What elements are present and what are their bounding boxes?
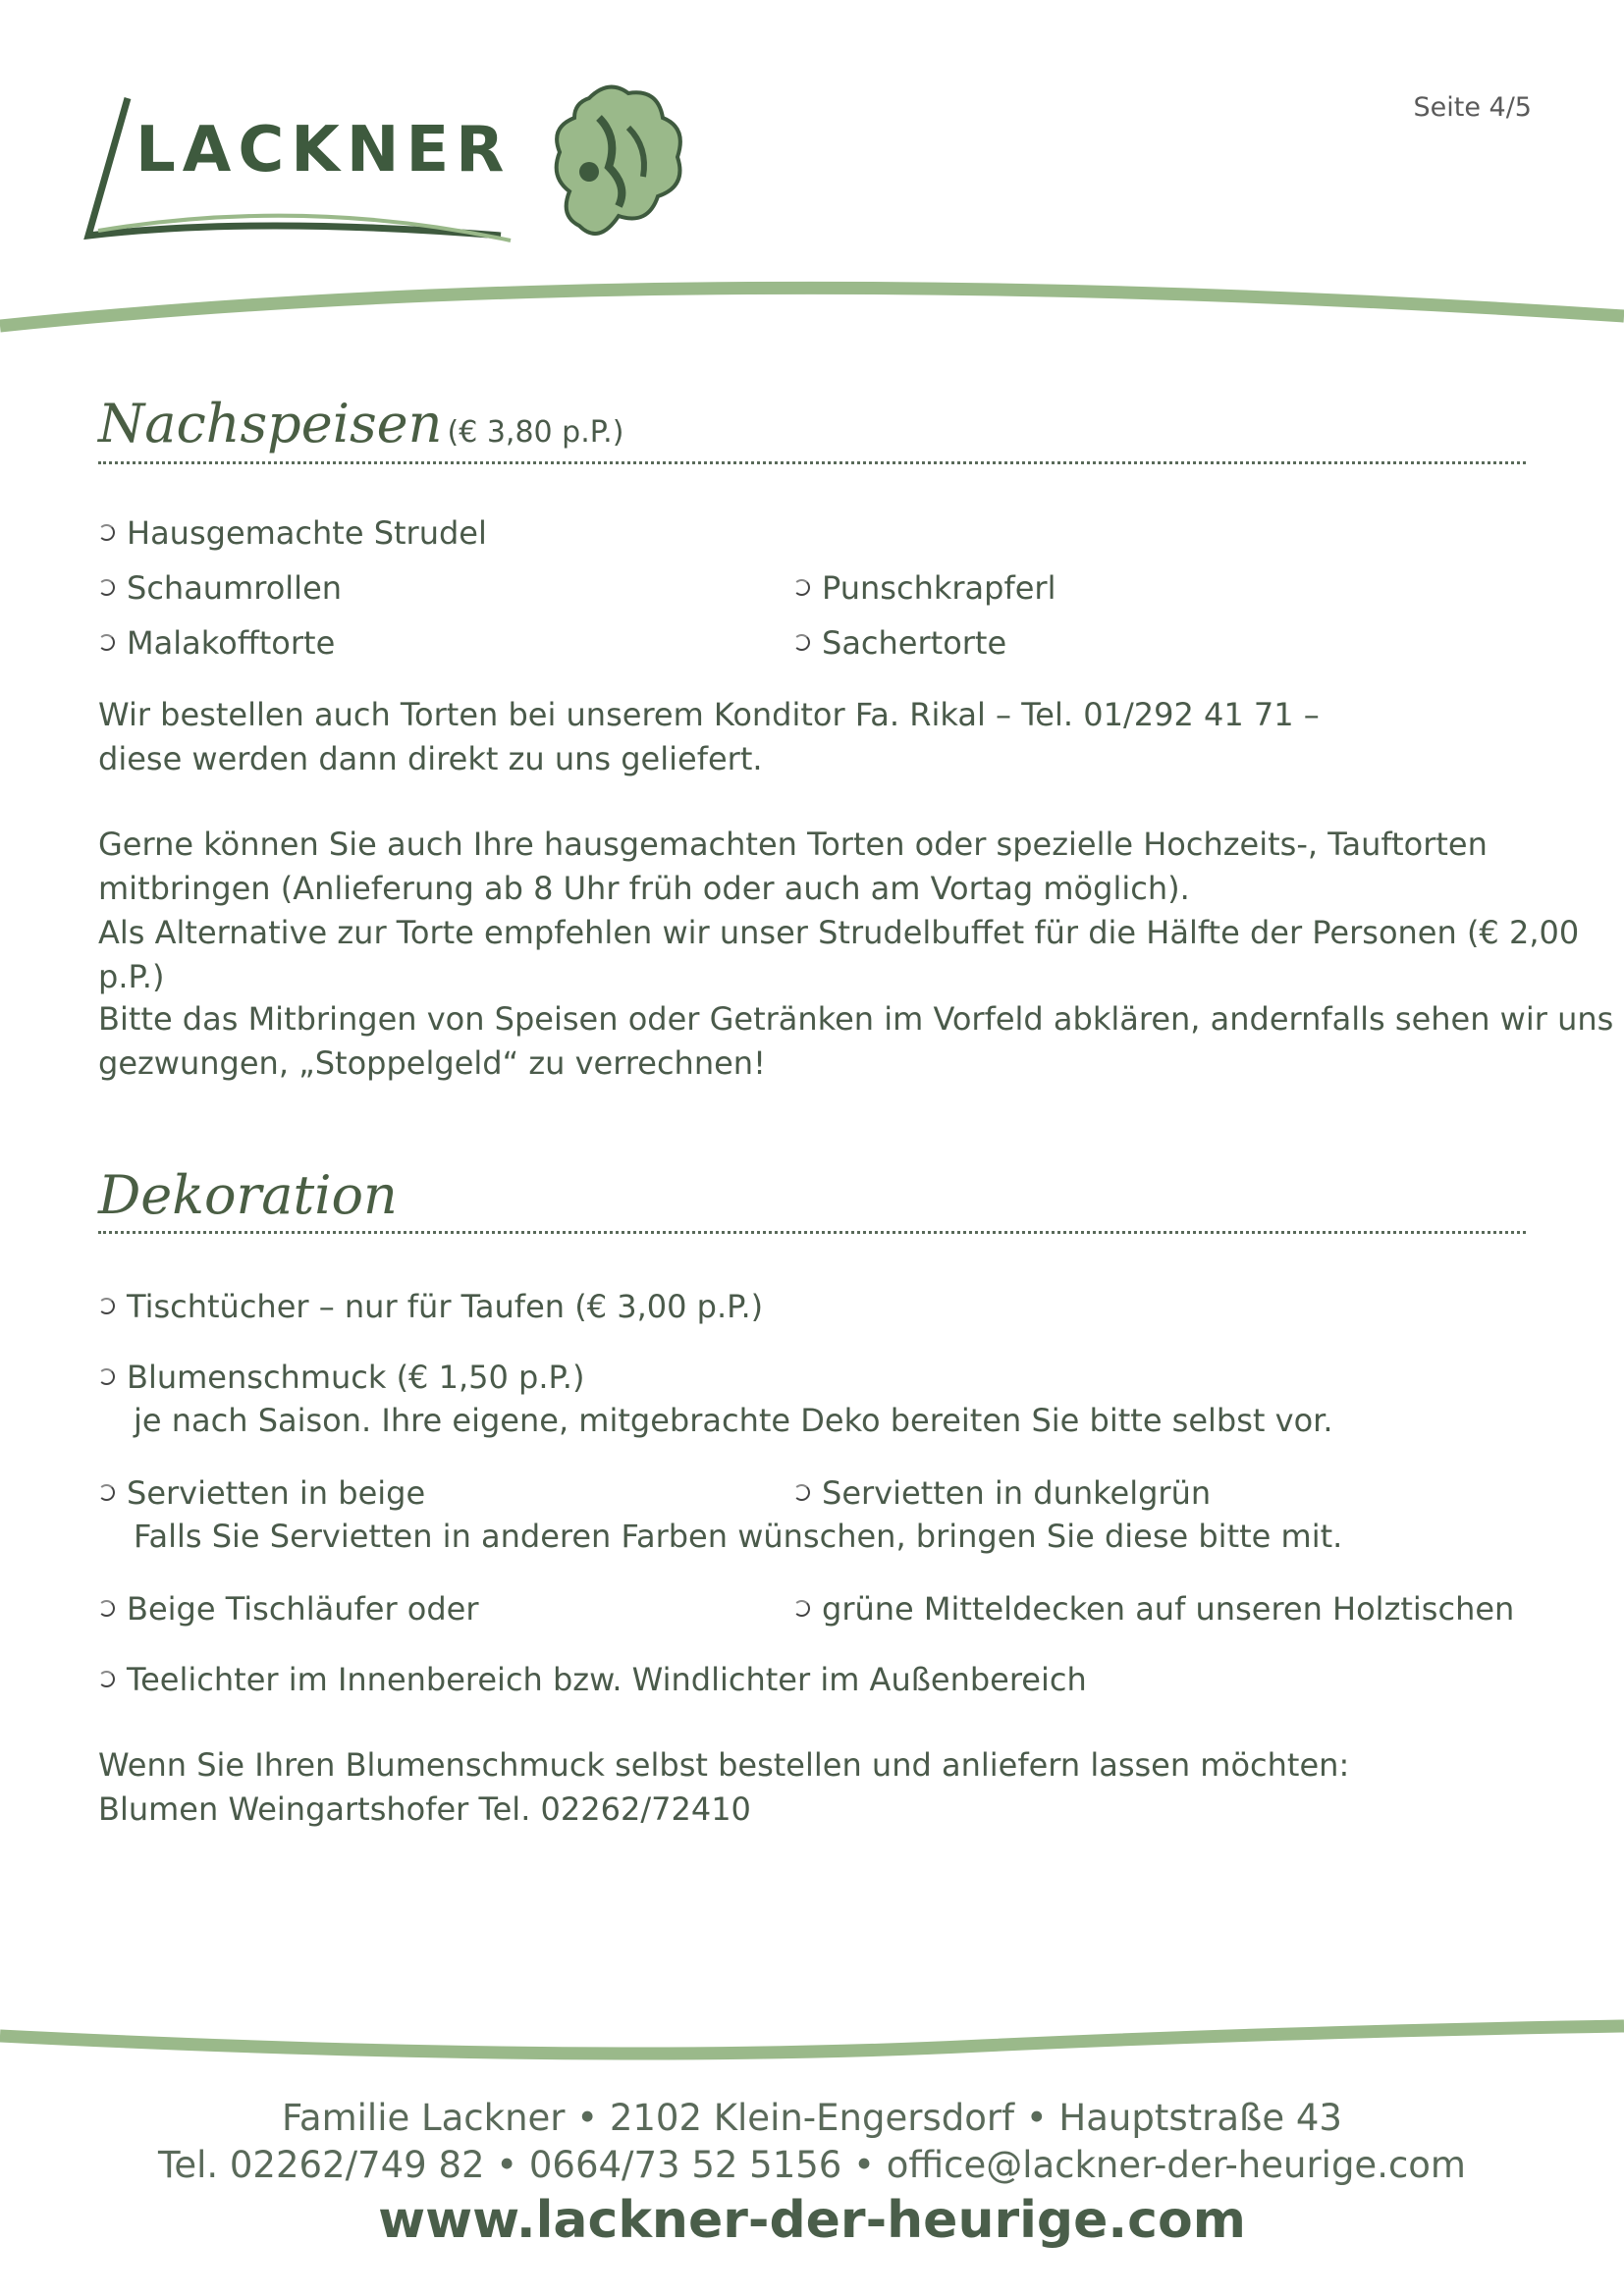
dekoration-divider — [98, 1231, 1526, 1234]
torten-paragraph: Gerne können Sie auch Ihre hausgemachten Torten oder spezielle Hochzeits-, Tauftorten mitbringen (Anlieferung ab 8 Uhr früh oder auch am Vortag möglich). Als Alternative zur Torte empfehlen wir unser Strudelbuffet für die Hälfte der Personen (€ 2,00 p.P.) — [98, 826, 1580, 995]
nachspeisen-heading — [98, 393, 623, 454]
list-item: Punschkrapferl — [793, 569, 1056, 607]
list-item: Malakofftorte — [98, 624, 335, 662]
nachspeisen-divider — [98, 461, 1526, 464]
logo-text: LACKNER — [135, 114, 512, 187]
list-item: grüne Mitteldecken auf unseren Holztischen — [793, 1590, 1514, 1628]
list-item: Schaumrollen — [98, 569, 342, 607]
footer-contact: Tel. 02262/749 82 • 0664/73 52 5156 • office@lackner-der-heurige.com — [158, 2144, 1466, 2186]
bullet-icon — [793, 1484, 810, 1501]
blumen-note: je nach Saison. Ihre eigene, mitgebrachte Deko bereiten Sie bitte selbst vor. — [134, 1402, 1333, 1439]
bullet-icon — [793, 579, 810, 596]
list-item: Servietten in beige — [98, 1474, 425, 1512]
servietten-note: Falls Sie Servietten in anderen Farben wünschen, bringen Sie diese bitte mit. — [134, 1518, 1343, 1555]
bullet-icon — [98, 1298, 115, 1314]
list-item: Servietten in dunkelgrün — [793, 1474, 1211, 1512]
nachspeisen-title: Nachspeisen — [98, 393, 443, 454]
footer-swoosh — [0, 2002, 1624, 2071]
footer-website-link[interactable]: www.lackner-der-heurige.com — [378, 2191, 1246, 2250]
konditor-paragraph: Wir bestellen auch Torten bei unserem Konditor Fa. Rikal – Tel. 01/292 41 71 – diese werden dann direkt zu uns geliefert. — [98, 696, 1320, 777]
grape-leaf-icon — [557, 87, 680, 234]
bullet-icon — [793, 1600, 810, 1617]
list-item: Tischtücher – nur für Taufen (€ 3,00 p.P.) — [98, 1288, 763, 1325]
bullet-icon — [98, 634, 115, 651]
bullet-icon — [98, 579, 115, 596]
footer-address: Familie Lackner • 2102 Klein-Engersdorf • Hauptstraße 43 — [282, 2097, 1342, 2139]
bullet-icon — [98, 1368, 115, 1385]
header-swoosh — [0, 265, 1624, 344]
bullet-icon — [98, 524, 115, 541]
bullet-icon — [793, 634, 810, 651]
list-item: Hausgemachte Strudel — [98, 514, 487, 552]
list-item: Beige Tischläufer oder — [98, 1590, 479, 1628]
list-item: Teelichter im Innenbereich bzw. Windlichter im Außenbereich — [98, 1661, 1087, 1698]
bullet-icon — [98, 1484, 115, 1501]
list-item: Sachertorte — [793, 624, 1006, 662]
page-number: Seite 4/5 — [1413, 92, 1532, 123]
dekoration-title: Dekoration — [98, 1164, 398, 1226]
bullet-icon — [98, 1671, 115, 1687]
stoppelgeld-paragraph: Bitte das Mitbringen von Speisen oder Getränken im Vorfeld abklären, andernfalls sehen wir uns gezwungen, „Stoppelgeld“ zu verrechnen! — [98, 1000, 1614, 1082]
list-item: Blumenschmuck (€ 1,50 p.P.) — [98, 1359, 584, 1396]
logo — [59, 69, 697, 255]
blumen-paragraph: Wenn Sie Ihren Blumenschmuck selbst bestellen und anliefern lassen möchten: Blumen Weingartshofer Tel. 02262/72410 — [98, 1746, 1350, 1828]
nachspeisen-price: (€ 3,80 p.P.) — [447, 415, 624, 450]
bullet-icon — [98, 1600, 115, 1617]
